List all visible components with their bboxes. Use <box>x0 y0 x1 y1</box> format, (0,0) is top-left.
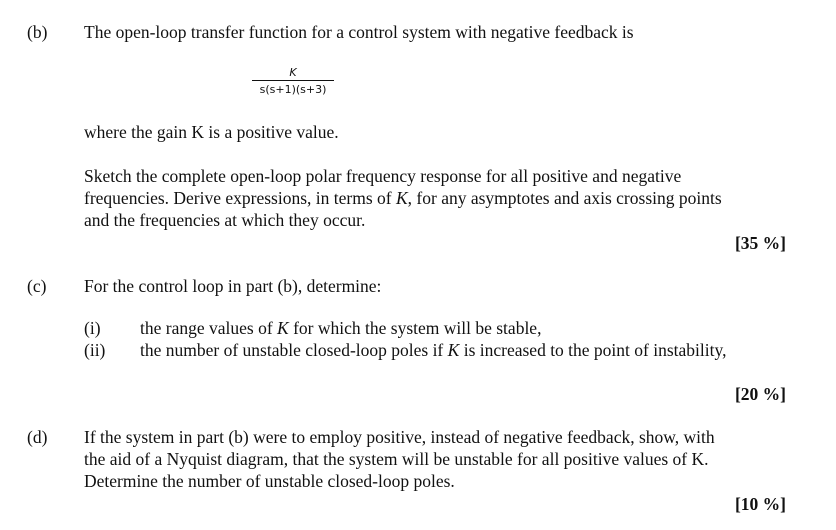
part-b-task-line2 <box>84 188 722 209</box>
item-2-text-start: the number of unstable closed-loop poles if <box>140 340 448 360</box>
part-c-item-1-text <box>140 318 541 339</box>
part-c-item-1-num: (i) <box>84 318 101 338</box>
fraction-bar <box>252 80 334 81</box>
item-2-text-end: is increased to the point of instability, <box>459 340 727 360</box>
item-1-k: K <box>277 318 289 338</box>
part-c-item-2-text <box>140 340 726 361</box>
part-d-line3: Determine the number of unstable closed-loop poles. <box>84 471 455 491</box>
task-line2-k: K <box>395 188 408 208</box>
part-c-item-2-num: (ii) <box>84 340 106 360</box>
part-b-gain-note: where the gain K is a positive value. <box>84 122 339 142</box>
task-line2-start: frequencies. Derive expressions, in terms of <box>84 188 396 208</box>
part-c-intro: For the control loop in part (b), determine: <box>84 276 382 296</box>
part-b-marks: [35 %] <box>734 233 786 253</box>
item-1-text-start: the range values of <box>140 318 278 338</box>
transfer-function-fraction <box>252 66 334 96</box>
task-line2-end: , for any asymptotes and axis crossing points <box>407 188 722 208</box>
part-b-intro: The open-loop transfer function for a control system with negative feedback is <box>84 22 634 42</box>
part-d-line1: If the system in part (b) were to employ positive, instead of negative feedback, show, with <box>84 427 715 447</box>
part-b-task-line1: Sketch the complete open-loop polar frequency response for all positive and negative <box>84 166 682 186</box>
part-d-marks: [10 %] <box>734 494 786 514</box>
part-b-label: (b) <box>27 22 48 42</box>
item-2-k: K <box>447 340 460 360</box>
fraction-numerator: K <box>289 66 297 79</box>
part-b-task-line3: and the frequencies at which they occur. <box>84 210 366 230</box>
part-c-label: (c) <box>27 276 47 296</box>
part-d-line2: the aid of a Nyquist diagram, that the system will be unstable for all positive values of K. <box>84 449 709 469</box>
part-c-marks: [20 %] <box>734 384 786 404</box>
item-1-text-end: for which the system will be stable, <box>288 318 542 338</box>
part-d-label: (d) <box>27 427 48 447</box>
fraction-denominator: s(s+1)(s+3) <box>259 83 327 96</box>
